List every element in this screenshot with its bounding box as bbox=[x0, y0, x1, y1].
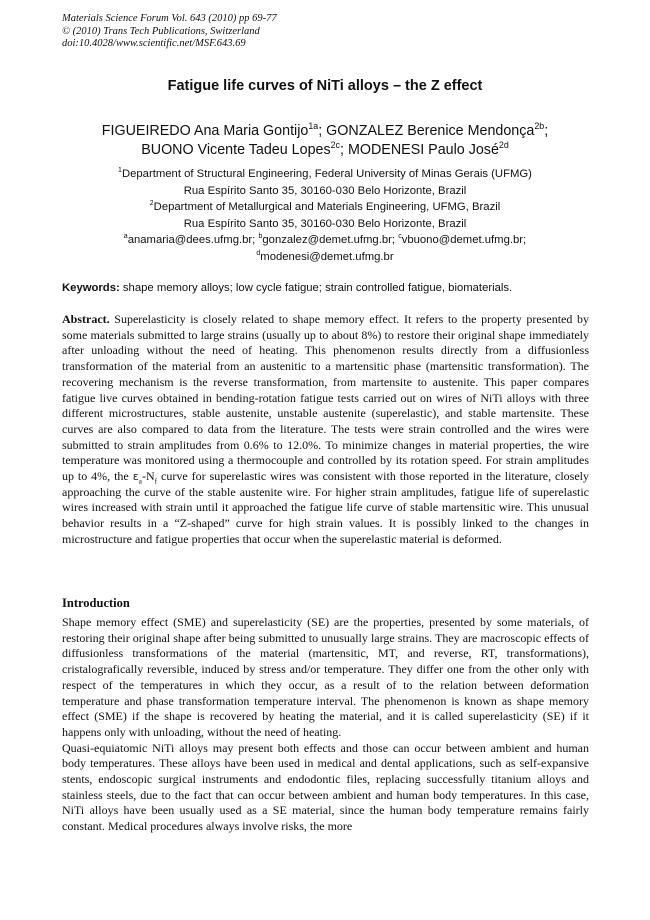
email-c: vbuono@demet.ufmg.br; bbox=[401, 234, 527, 247]
author-4: MODENESI Paulo José bbox=[347, 142, 499, 158]
paragraph: Quasi-equiatomic NiTi alloys may present both effects and those can occur between ambient and human body temperatures. These alloys have been used in medical and dental applications, such as self-expansive stents, endoscopic surgical instruments and endodontic files, replacing successfully titanium alloys and stainless steels, due to the fact that can occur between ambient and human body temperatures. In this case, NiTi alloys have been usually used as a SE material, since the human body temperature remains fairly constant. Medical procedures always involve risks, the more bbox=[62, 740, 589, 834]
email-b-mark: b bbox=[258, 233, 263, 241]
abstract-text: Superelasticity is closely related to shape memory effect. It refers to the property presented by some materials submitted to large strains (usually up to about 8%) to restore their original shape immediately after unloading without the need of heating. This phenomenon results directly from a diffusionless transformation of the material from an austenitic to a martensitic phase (martensitic transformation). The recovering mechanism is the reverse transformation, from martensite to austenite. This paper compares fatigue live curves obtained in bending-rotation fatigue tests carried out on wires of NiTi alloys with three different microstructures, stable austenite, unstable austenite (superelastic), and stable martensite. These curves are also compared to data from the literature. The tests were strain controlled and the wires were submitted to strain amplitudes from 0.6% to 12.0%. To minimize changes in material properties, the wire temperature was monitored using a thermocouple and controlled by its rotation speed. For strain amplitudes up to 4%, the bbox=[62, 312, 589, 484]
section-heading-introduction: Introduction bbox=[62, 596, 130, 610]
paragraph: Shape memory effect (SME) and superelasticity (SE) are the properties, presented by some materials, of restoring their original shape after being submitted to unusually large strains. They are macroscopic effects of diffusionless transformations of the material (martensitic, MT, and reverse, RT, transformations), cristalografically reversible, induced by stress and/or temperature. They differ one from the other only with respect of the temperatures in which they occur, as a result of to the relation between deformation temperature and phase transformation temperature interval. The phenomenon is known as shape memory effect (SME) if the shape is recovered by heating the material, and it is called superelasticity (SE) if it happens only with unloading, without the need of heating. bbox=[62, 615, 589, 739]
author-3-mark: 2c bbox=[330, 140, 340, 151]
email-b: gonzalez@demet.ufmg.br; bbox=[262, 234, 399, 247]
email-list bbox=[40, 232, 610, 265]
affiliations bbox=[40, 166, 610, 266]
author-separator: ; bbox=[544, 123, 549, 139]
journal-header bbox=[62, 13, 277, 51]
copyright-line: © (2010) Trans Tech Publications, Switzerland bbox=[62, 25, 260, 37]
affiliation-2-address: Rua Espírito Santo 35, 30160-030 Belo Horizonte, Brazil bbox=[183, 217, 467, 230]
affiliation-1-text: Department of Structural Engineering, Federal University of Minas Gerais (UFMG) bbox=[121, 168, 532, 180]
affiliation-1 bbox=[40, 166, 610, 183]
author-separator: ; bbox=[339, 142, 348, 158]
keywords bbox=[62, 282, 588, 294]
email-d: modenesi@demet.ufmg.br bbox=[260, 250, 394, 263]
author-2: GONZALEZ Berenice Mendonça bbox=[326, 123, 535, 139]
author-separator: ; bbox=[318, 123, 327, 139]
author-3: BUONO Vicente Tadeu Lopes bbox=[141, 142, 331, 158]
epsilon-symbol: ε bbox=[132, 470, 139, 484]
n-subscript: f bbox=[154, 476, 158, 486]
email-a: anamaria@dees.ufmg.br; bbox=[127, 234, 259, 247]
journal-citation: Materials Science Forum Vol. 643 (2010) pp 69-77 bbox=[62, 13, 277, 24]
email-a-mark: a bbox=[123, 233, 128, 241]
author-4-mark: 2d bbox=[498, 140, 509, 151]
abstract-label: Abstract. bbox=[62, 312, 110, 326]
keywords-label: Keywords: bbox=[62, 282, 120, 294]
abstract bbox=[62, 312, 589, 548]
epsilon-subscript: a bbox=[138, 476, 142, 486]
author-1: FIGUEIREDO Ana Maria Gontijo bbox=[101, 123, 309, 139]
email-c-mark: c bbox=[398, 233, 402, 241]
keywords-text: shape memory alloys; low cycle fatigue; strain controlled fatigue, biomaterials. bbox=[119, 282, 513, 294]
author-2-mark: 2b bbox=[534, 121, 545, 132]
introduction-body bbox=[62, 615, 589, 835]
abstract-text-continued: curve for superelastic wires was consistent with those reported in the literature, closely approaching the curve of the stable austenite wire. For higher strain amplitudes, fatigue life of superelastic wires increased with strain until it approached the fatigue life curve of stable martensitic wire. This unusual behavior results in a “Z-shaped” curve for high strain values. It is possibly linked to the changes in microstructure and fatigue properties that occur when the superelastic material is deformed. bbox=[62, 469, 589, 546]
affiliation-2 bbox=[40, 199, 610, 216]
paper-title: Fatigue life curves of NiTi alloys – the Z effect bbox=[167, 78, 483, 94]
author-1-mark: 1a bbox=[308, 121, 319, 132]
affiliation-2-mark: 2 bbox=[149, 200, 154, 208]
affiliation-1-mark: 1 bbox=[118, 167, 122, 175]
affiliation-2-text: Department of Metallurgical and Materials Engineering, UFMG, Brazil bbox=[153, 201, 501, 214]
doi-line: doi:10.4028/www.scientific.net/MSF.643.69 bbox=[62, 38, 246, 49]
affiliation-1-address: Rua Espírito Santo 35, 30160-030 Belo Horizonte, Brazil bbox=[183, 184, 467, 197]
n-symbol: -N bbox=[141, 469, 155, 484]
email-d-mark: d bbox=[256, 250, 261, 258]
author-list bbox=[40, 122, 610, 160]
